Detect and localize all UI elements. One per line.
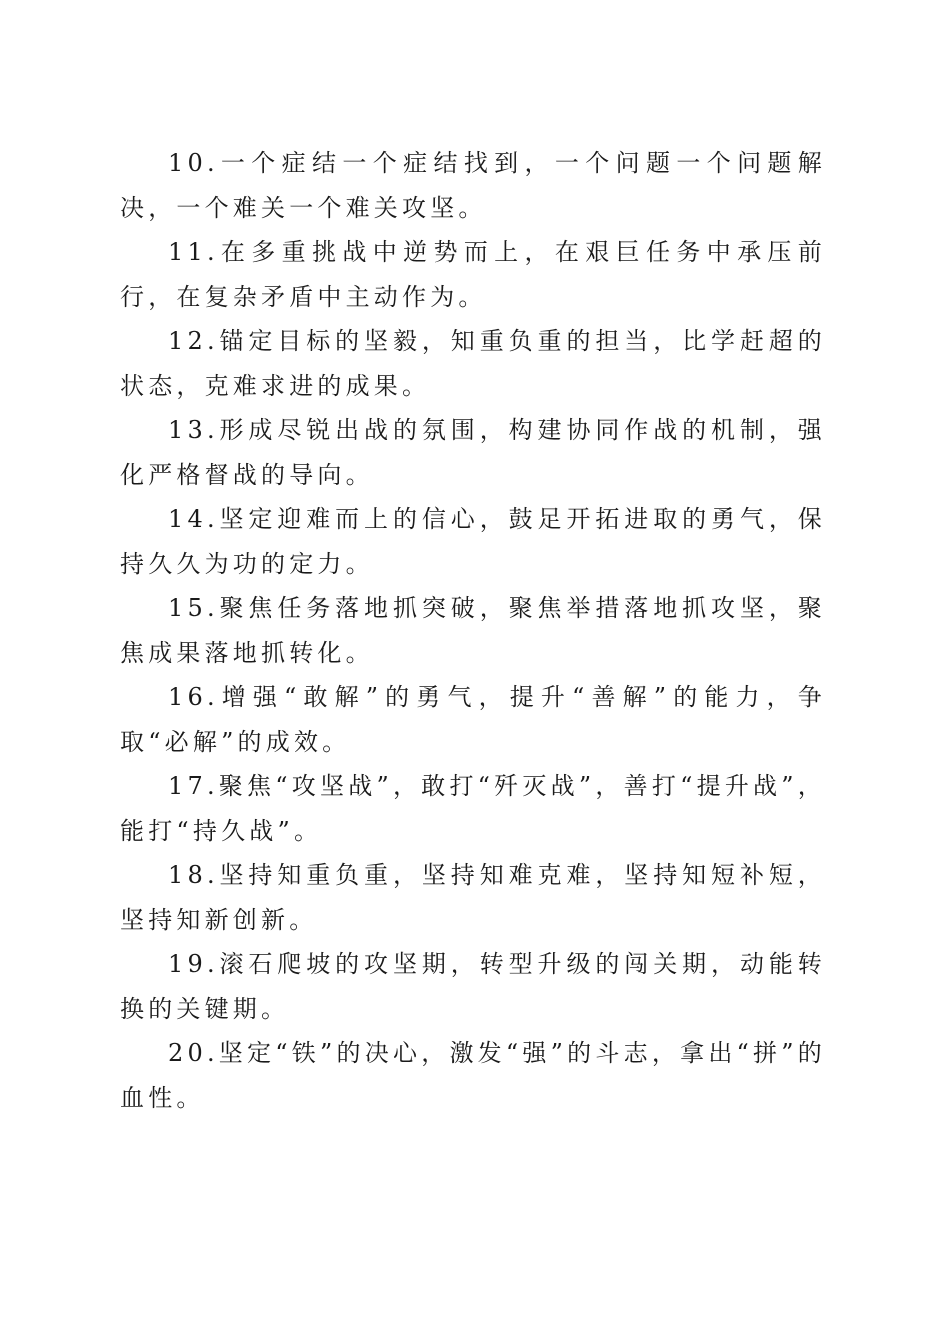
list-item-13: 13.形成尽锐出战的氛围，构建协同作战的机制，强化严格督战的导向。	[120, 416, 826, 489]
list-item-15: 15.聚焦任务落地抓突破，聚焦举措落地抓攻坚，聚焦成果落地抓转化。	[120, 594, 826, 667]
list-item-12: 12.锚定目标的坚毅，知重负重的担当，比学赶超的状态，克难求进的成果。	[120, 327, 826, 400]
list-item-10: 10.一个症结一个症结找到，一个问题一个问题解决，一个难关一个难关攻坚。	[120, 149, 826, 222]
list-item-20: 20.坚定“铁”的决心，激发“强”的斗志，拿出“拼”的血性。	[120, 1039, 826, 1112]
list-item-16: 16.增强“敢解”的勇气，提升“善解”的能力，争取“必解”的成效。	[120, 683, 826, 756]
document-body	[120, 141, 826, 1120]
list-item-14: 14.坚定迎难而上的信心，鼓足开拓进取的勇气，保持久久为功的定力。	[120, 505, 826, 578]
list-item-18: 18.坚持知重负重，坚持知难克难，坚持知短补短，坚持知新创新。	[120, 861, 826, 934]
list-item-19: 19.滚石爬坡的攻坚期，转型升级的闯关期，动能转换的关键期。	[120, 950, 826, 1023]
list-item-11: 11.在多重挑战中逆势而上，在艰巨任务中承压前行，在复杂矛盾中主动作为。	[120, 238, 826, 311]
list-item-17: 17.聚焦“攻坚战”，敢打“歼灭战”，善打“提升战”，能打“持久战”。	[120, 772, 826, 845]
